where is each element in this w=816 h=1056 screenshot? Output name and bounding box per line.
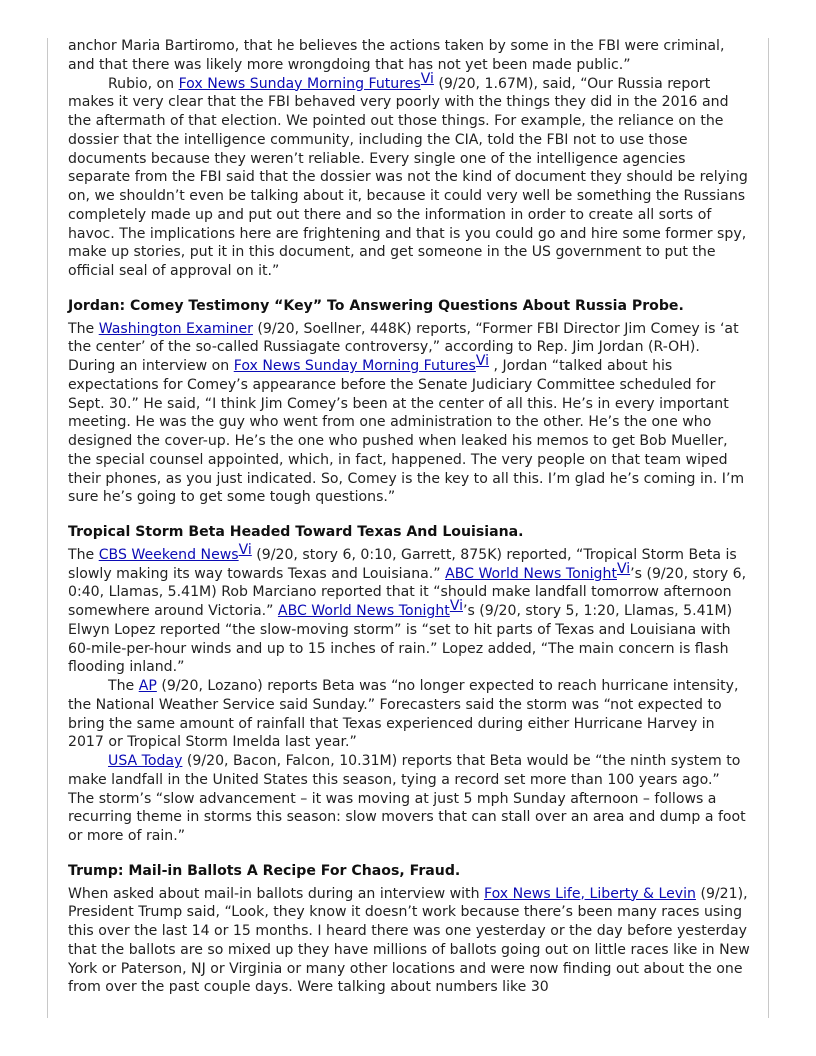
intro-paragraph: anchor Maria Bartiromo, that he believes the actions taken by some in the FBI were criminal, and that there was likely more wrongdoing that has not yet been made public.” [68, 38, 725, 73]
video-link-icon[interactable]: Vi [449, 598, 463, 614]
fox-sunday-futures-link[interactable]: Fox News Sunday Morning Futures [178, 75, 421, 92]
article-body [68, 37, 750, 997]
trump-paragraph: When asked about mail-in ballots during an interview with Fox News Life, Liberty & Levin (9/21), President Trump said, “Look, they know it doesn’t work because there’s been many races using this over the last 14 or 15 months. I heard there was one yesterday or the day before yesterday that the ballots are so mixed up they have millions of ballots going out on little races like in New York or Paterson, NJ or Virginia or many other locations and were now finding out about the one from over the past couple days. Were talking about numbers like 30 [68, 885, 750, 996]
left-margin-rule [47, 38, 48, 1018]
video-link-icon[interactable]: Vi [238, 541, 252, 558]
headline-storm: Tropical Storm Beta Headed Toward Texas And Louisiana. [68, 524, 524, 540]
rubio-paragraph: Rubio, on Fox News Sunday Morning FuturesVi (9/20, 1.67M), said, “Our Russia report makes it very clear that the FBI behaved very poorly with the things they did in the 2016 and the aftermath of that election. We pointed out those things. For example, the reliance on the dossier that the intelligence community, including the CIA, told the FBI not to use those documents because they weren’t reliable. Every single one of the intelligence agencies separate from the FBI said that the dossier was not the kind of document they should be relying on, we shouldn’t even be talking about it, because it could very well be something the Russians completely made up and put out there and so the information in order to create all sorts of havoc. The implications here are frightening and that is you could go and hire some former spy, make up stories, put it in this document, and get someone in the US government to put the official seal of approval on it.” [68, 70, 748, 279]
jordan-paragraph: The Washington Examiner (9/20, Soellner, 448K) reports, “Former FBI Director Jim Comey is ‘at the center’ of the so-called Russiagate controversy,” according to Rep. Jim Jordan (R-OH). During an interview on Fox News Sunday Morning FuturesVi , Jordan “talked about his expectations for Comey’s appearance before the Senate Judiciary Committee scheduled for Sept. 30.” He said, “I think Jim Comey’s been at the center of all this. He’s in every important meeting. He was the guy who went from one administration to the other. He’s the one who designed the cover-up. He’s the one who pushed when leaked his memos to get Bob Mueller, the special counsel appointed, which, in fact, happened. The very people on that team wiped their phones, as you just indicated. So, Comey is the key to all this. I’m glad he’s coming in. I’m sure he’s going to get some tough questions.” [68, 320, 745, 506]
storm-paragraph-3: USA Today (9/20, Bacon, Falcon, 10.31M) reports that Beta would be “the ninth system to make landfall in the United States this season, tying a record set more than 100 years ago.” The storm’s “slow advancement – it was moving at just 5 mph Sunday afternoon – follows a recurring theme in storms this season: slow movers that can stall over an area and dump a foot or more of rain.” [68, 753, 746, 844]
usa-today-link[interactable]: USA Today [108, 753, 183, 769]
cbs-weekend-news-link[interactable]: CBS Weekend News [98, 546, 239, 563]
right-margin-rule [768, 38, 769, 1018]
abc-world-news-link[interactable]: ABC World News Tonight [445, 565, 617, 582]
washington-examiner-link[interactable]: Washington Examiner [98, 320, 253, 337]
video-link-icon[interactable]: Vi [616, 560, 631, 577]
video-link-icon[interactable]: Vi [475, 353, 490, 369]
storm-paragraph-2: The AP (9/20, Lozano) reports Beta was “no longer expected to reach hurricane intensity, the National Weather Service said Sunday.” Forecasters said the storm was “not expected to bring the same amount of rainfall that Texas experienced during either Hurricane Harvey in 2017 or Tropical Storm Imelda last year.” [68, 678, 739, 751]
storm-paragraph-1: The CBS Weekend NewsVi (9/20, story 6, 0:10, Garrett, 875K) reported, “Tropical Storm Beta is slowly making its way towards Texas and Louisiana.” ABC World News TonightVi’s (9/20, story 6, 0:40, Llamas, 5.41M) Rob Marciano reported that it “should make landfall tomorrow afternoon somewhere around Victoria.” ABC World News TonightVi’s (9/20, story 5, 1:20, Llamas, 5.41M) Elwyn Lopez reported “the slow-moving storm” is “set to hit parts of Texas and Louisiana with 60-mile-per-hour winds and up to 15 inches of rain.” Lopez added, “The main concern is flash flooding inland.” [68, 541, 747, 676]
headline-jordan: Jordan: Comey Testimony “Key” To Answering Questions About Russia Probe. [68, 297, 684, 314]
fox-life-liberty-levin-link[interactable]: Fox News Life, Liberty & Levin [483, 885, 696, 902]
ap-link[interactable]: AP [138, 678, 157, 694]
fox-sunday-futures-link-2[interactable]: Fox News Sunday Morning Futures [233, 358, 476, 374]
headline-trump: Trump: Mail-in Ballots A Recipe For Chaos, Fraud. [68, 862, 461, 879]
video-link-icon[interactable]: Vi [420, 70, 434, 87]
abc-world-news-link-2[interactable]: ABC World News Tonight [277, 603, 450, 619]
